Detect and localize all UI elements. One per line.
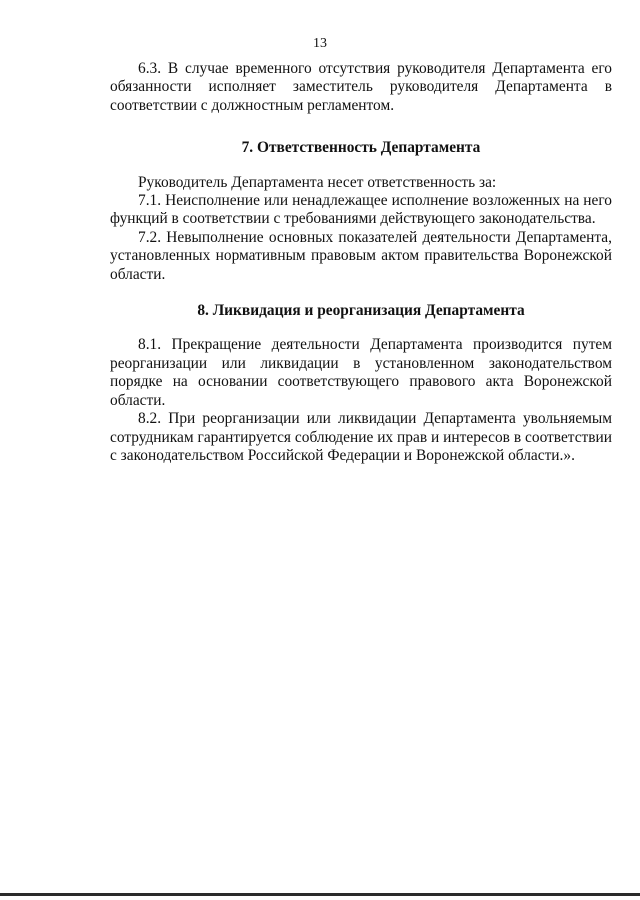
section-7-intro: Руководитель Департамента несет ответственность за: — [138, 173, 497, 191]
page-number: 13 — [313, 36, 327, 51]
paragraph-8-1: 8.1. Прекращение деятельности Департамента производится путем реорганизации или ликвидации в установленном законодательством порядке на основании соответствующего правового акта Воронежской области. — [110, 336, 612, 409]
paragraph-7-2: 7.2. Невыполнение основных показателей деятельности Департамента, установленных нормативным правовым актом правительства Воронежской области. — [110, 228, 612, 283]
section-8-heading: 8. Ликвидация и реорганизация Департамента — [197, 302, 525, 320]
section-7-heading: 7. Ответственность Департамента — [241, 139, 481, 157]
paragraph-8-2: 8.2. При реорганизации или ликвидации Департамента увольняемым сотрудникам гарантируется соблюдение их прав и интересов в соответствии с законодательством Российской Федерации и Воронежской области.». — [110, 410, 612, 464]
paragraph-7-1: 7.1. Неисполнение или ненадлежащее исполнение возложенных на него функций в соответствии с требованиями действующего законодательства. — [110, 192, 612, 228]
document-body — [110, 60, 612, 465]
paragraph-6-3: 6.3. В случае временного отсутствия руководителя Департамента его обязанности исполняет заместитель руководителя Департамента в соответствии с должностным регламентом. — [110, 60, 612, 114]
page-bottom-edge — [0, 893, 640, 896]
